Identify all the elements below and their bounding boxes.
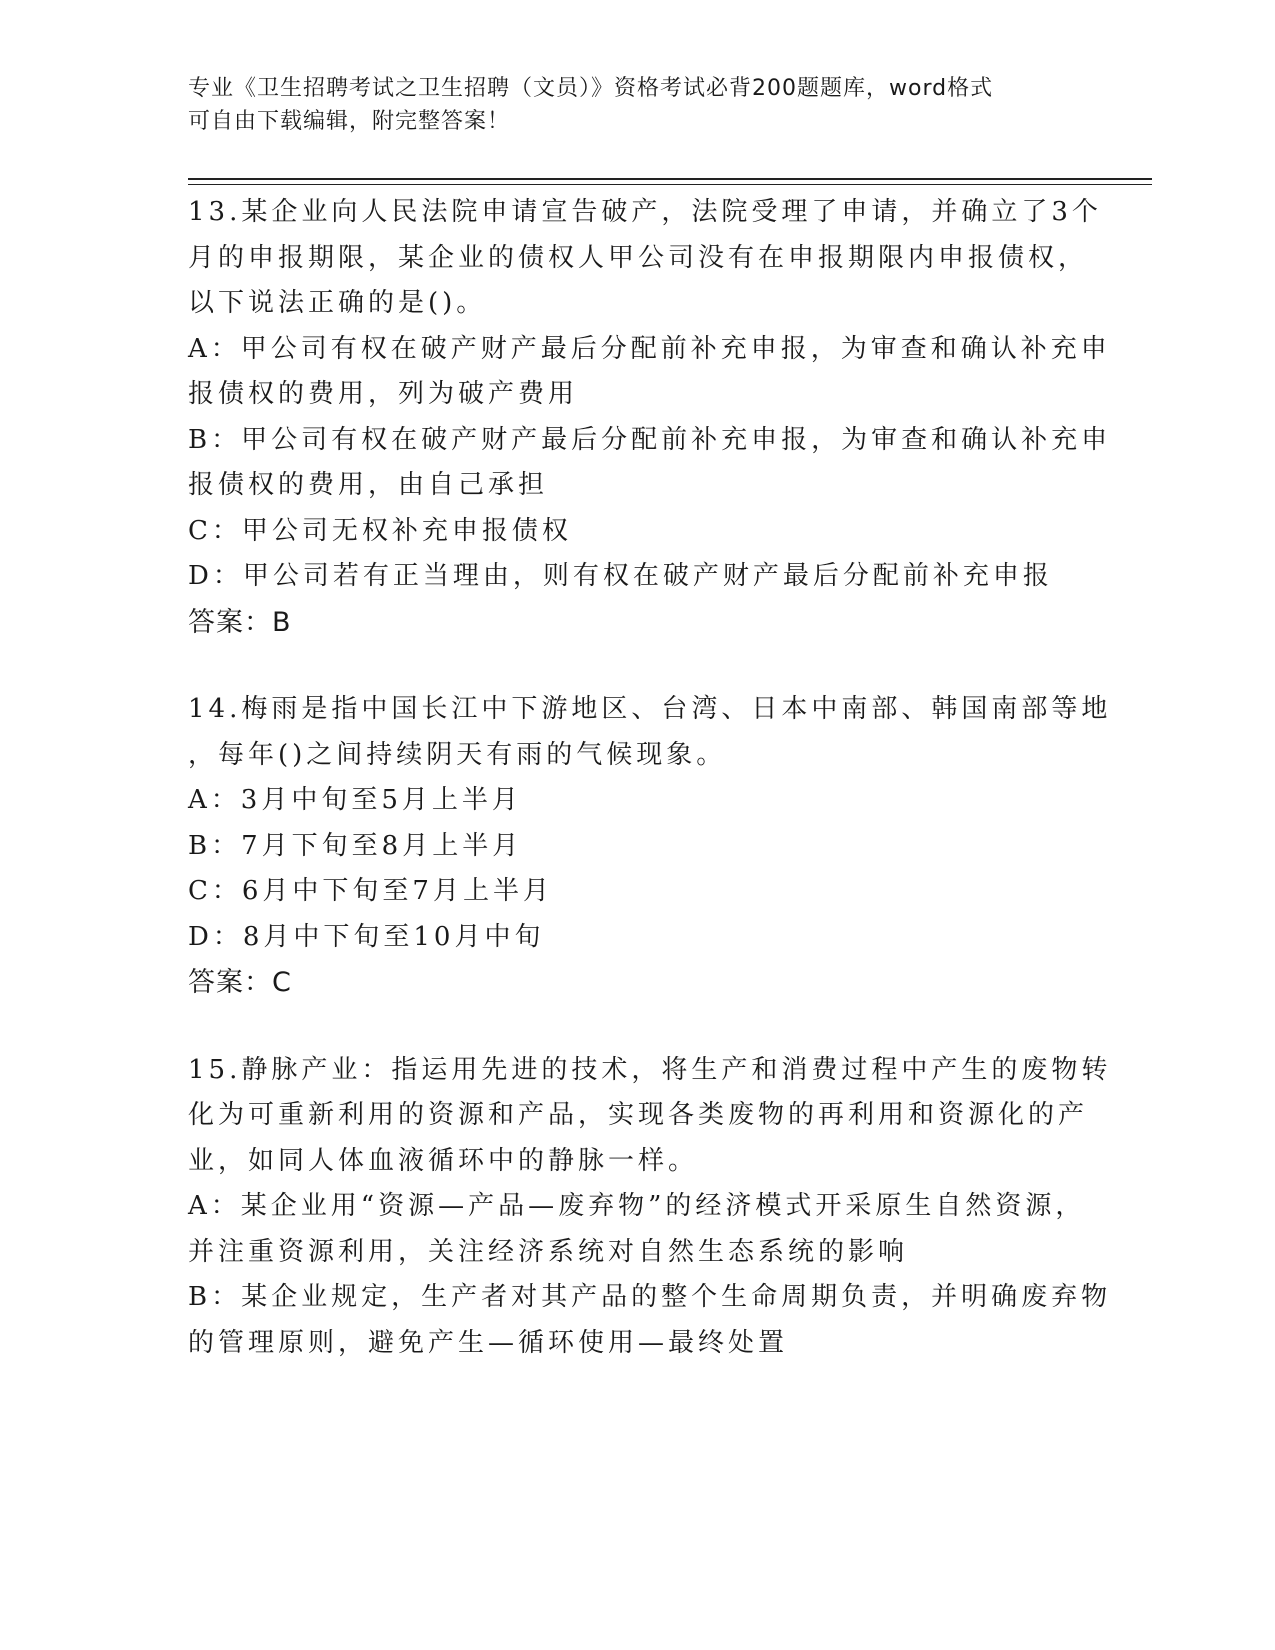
answer-label: 答案：C xyxy=(188,967,292,998)
option-b: B：7月下旬至8月上半月 xyxy=(188,830,523,861)
question-stem-line: 月的申报期限，某企业的债权人甲公司没有在申报期限内申报债权， xyxy=(188,242,1089,273)
question-spacer xyxy=(188,1006,1088,1048)
option-d: D：8月中下旬至10月中旬 xyxy=(188,921,545,952)
question-block xyxy=(188,190,1112,645)
question-stem-line: ，每年()之间持续阴天有雨的气候现象。 xyxy=(188,739,727,770)
question-block xyxy=(188,1048,1112,1367)
question-block xyxy=(188,687,1112,1006)
question-stem-line: 13.某企业向人民法院申请宣告破产，法院受理了申请，并确立了3个 xyxy=(188,197,1102,227)
answer-label: 答案：B xyxy=(188,606,292,638)
question-list xyxy=(188,190,1112,1366)
option-d: D：甲公司若有正当理由，则有权在破产财产最后分配前补充申报 xyxy=(188,561,1053,591)
option-a-continued: 并注重资源利用，关注经济系统对自然生态系统的影响 xyxy=(188,1236,909,1267)
header-line: 可自由下载编辑，附完整答案！ xyxy=(188,109,511,134)
question-stem-line: 业，如同人体血液循环中的静脉一样。 xyxy=(188,1145,699,1176)
document-header xyxy=(188,72,1088,138)
header-divider-thick xyxy=(188,178,1152,180)
option-a-continued: 报债权的费用，列为破产费用 xyxy=(188,379,579,409)
option-b-continued: 的管理原则，避免产生—循环使用—最终处置 xyxy=(188,1327,789,1358)
option-b-continued: 报债权的费用，由自己承担 xyxy=(188,470,549,500)
option-c: C：6月中下旬至7月上半月 xyxy=(188,876,553,906)
question-stem-line: 15.静脉产业：指运用先进的技术，将生产和消费过程中产生的废物转 xyxy=(188,1054,1112,1085)
question-stem-line: 14.梅雨是指中国长江中下游地区、台湾、日本中南部、韩国南部等地 xyxy=(188,694,1112,724)
option-b: B：甲公司有权在破产财产最后分配前补充申报，为审查和确认补充申 xyxy=(188,424,1112,455)
option-a: A：某企业用“资源—产品—废弃物”的经济模式开采原生自然资源， xyxy=(188,1191,1086,1221)
question-stem-line: 化为可重新利用的资源和产品，实现各类废物的再利用和资源化的产 xyxy=(188,1100,1089,1130)
option-c: C：甲公司无权补充申报债权 xyxy=(188,515,572,546)
option-b: B：某企业规定，生产者对其产品的整个生命周期负责，并明确废弃物 xyxy=(188,1282,1112,1312)
option-a: A：3月中旬至5月上半月 xyxy=(188,785,522,815)
header-line: 专业《卫生招聘考试之卫生招聘（文员）》资格考试必背200题题库，word格式 xyxy=(188,76,994,101)
question-spacer xyxy=(188,645,1088,687)
question-stem-line: 以下说法正确的是()。 xyxy=(188,288,487,318)
option-a: A：甲公司有权在破产财产最后分配前补充申报，为审查和确认补充申 xyxy=(188,333,1111,364)
header-divider-thin xyxy=(188,184,1152,185)
